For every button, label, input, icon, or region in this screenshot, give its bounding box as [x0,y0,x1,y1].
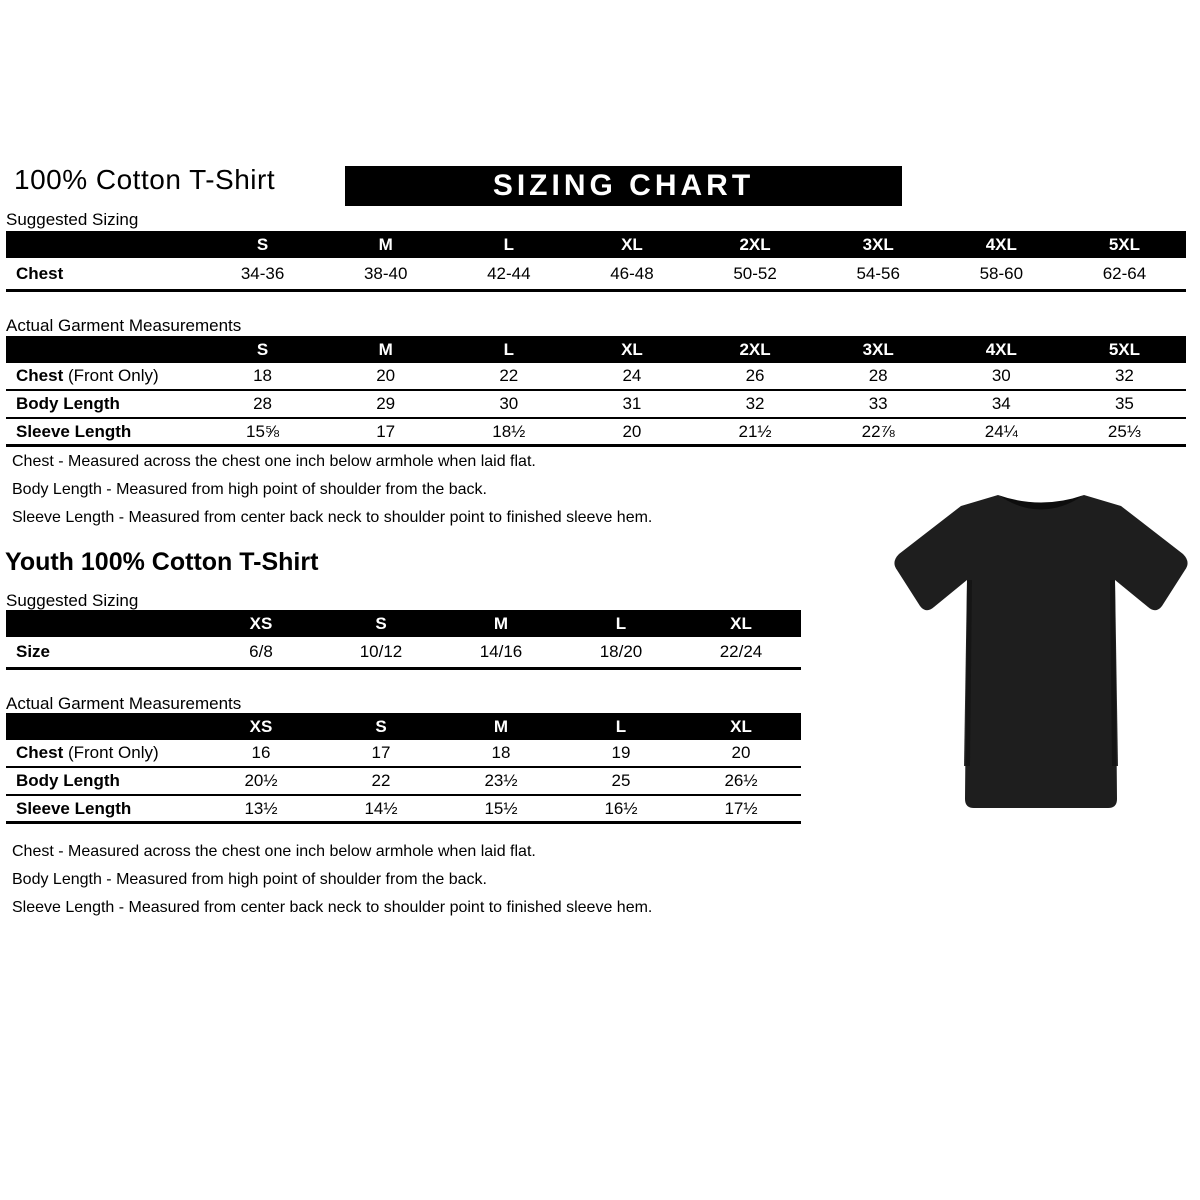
cell: 20 [376,366,396,385]
cell: 30 [499,394,519,413]
cell: 18/20 [599,642,643,661]
note-sleeve-length: Sleeve Length - Measured from center back neck to shoulder point to finished sleeve hem. [12,899,653,916]
tshirt-graphic [878,466,1198,831]
column-header: 4XL [985,235,1017,254]
header-spacer [6,610,201,637]
cell: 17 [371,743,391,762]
column-header: S [256,340,269,359]
cell: 26 [745,366,765,385]
cell: 28 [253,394,273,413]
column-header: XL [621,340,643,359]
cell: 25⅓ [1107,421,1141,441]
row-label: Chest [16,263,64,283]
column-header: XL [621,235,643,254]
column-header: XS [249,717,273,736]
header-spacer [6,231,201,258]
cell: 62-64 [1102,263,1147,283]
youth-suggested-sizing-label: Suggested Sizing [6,591,139,610]
cell: 32 [1114,366,1134,385]
table-header-row [6,231,1186,258]
column-header: XL [730,614,752,633]
cell: 22 [371,771,391,790]
cell: 28 [868,366,888,385]
cell: 24 [622,366,642,385]
column-header: 4XL [985,340,1017,359]
cell: 29 [376,394,396,413]
column-header: 5XL [1108,235,1141,254]
cell: 14/16 [479,642,523,661]
cell: 18 [491,743,511,762]
cell: 34-36 [240,263,285,283]
column-header: M [378,235,393,254]
cell: 22 [499,366,519,385]
table-row [6,796,801,824]
cell: 25 [611,771,631,790]
cell: 15⅝ [246,421,280,441]
cell: 34 [991,394,1011,413]
cell: 6/8 [249,642,273,661]
table-header-row [6,336,1186,363]
column-header: L [615,614,627,633]
cell: 16½ [604,798,638,818]
cell: 26½ [724,771,758,790]
column-header: 3XL [862,340,894,359]
adult-suggested-sizing-label: Suggested Sizing [6,210,139,229]
adult-suggested-sizing-table [6,231,1186,292]
column-header: M [493,717,509,736]
cell: 23½ [484,771,518,790]
youth-garment-measurements-table [6,713,801,824]
adult-garment-measurements-table [6,336,1186,447]
cell: 30 [991,366,1011,385]
youth-measurement-notes [12,841,652,925]
column-header: L [503,340,514,359]
cell: 35 [1114,394,1134,413]
tshirt-image [878,466,1198,831]
row-label: Body Length [16,771,120,790]
cell: 22/24 [719,642,763,661]
table-row [6,391,1186,419]
column-header: 2XL [739,235,771,254]
note-chest: Chest - Measured across the chest one inch below armhole when laid flat. [12,843,536,860]
cell: 33 [868,394,888,413]
adult-garment-measurements-label: Actual Garment Measurements [6,316,242,335]
cell: 22⅞ [861,421,895,441]
column-header: 2XL [739,340,771,359]
cell: 42-44 [487,263,531,283]
cell: 31 [622,394,642,413]
table-row [6,258,1186,292]
row-label: Chest (Front Only) [16,743,159,762]
cell: 17 [376,421,396,441]
row-label: Size [16,642,51,661]
column-header: S [256,235,269,254]
youth-title: Youth 100% Cotton T-Shirt [5,548,319,576]
column-header: XS [249,614,273,633]
cell: 19 [611,743,631,762]
cell: 17½ [724,798,758,818]
column-header: XL [730,717,752,736]
cell: 18 [253,366,273,385]
row-label: Sleeve Length [16,421,132,441]
cell: 54-56 [856,263,900,283]
cell: 20 [622,421,642,441]
cell: 21½ [738,421,772,441]
youth-suggested-sizing-table [6,610,801,670]
row-label: Sleeve Length [16,798,132,818]
cell: 58-60 [979,263,1024,283]
cell: 32 [745,394,765,413]
tshirt-body [894,495,1187,808]
cell: 13½ [244,798,278,818]
table-header-row [6,610,801,637]
column-header: M [493,614,509,633]
column-header: L [503,235,514,254]
cell: 18½ [492,421,526,441]
youth-garment-measurements-label: Actual Garment Measurements [6,694,242,713]
table-row [6,419,1186,447]
row-label: Chest (Front Only) [16,366,159,385]
table-row [6,637,801,670]
cell: 20 [731,743,751,762]
note-sleeve-length: Sleeve Length - Measured from center back neck to shoulder point to finished sleeve hem. [12,509,653,526]
table-header-row [6,713,801,740]
table-row [6,740,801,768]
adult-title: 100% Cotton T-Shirt [14,164,276,195]
cell: 24¼ [984,421,1018,441]
column-header: 3XL [862,235,894,254]
header-spacer [6,336,201,363]
cell: 50-52 [733,263,777,283]
cell: 16 [251,743,271,762]
cell: 10/12 [359,642,403,661]
column-header: 5XL [1108,340,1141,359]
column-header: S [375,717,387,736]
note-body-length: Body Length - Measured from high point of shoulder from the back. [12,871,487,888]
cell: 14½ [364,798,398,818]
header-spacer [6,713,201,740]
row-label: Body Length [16,394,120,413]
column-header: L [615,717,627,736]
cell: 20½ [244,771,278,790]
table-row [6,363,1186,391]
column-header: M [378,340,393,359]
note-chest: Chest - Measured across the chest one inch below armhole when laid flat. [12,453,536,470]
column-header: S [375,614,387,633]
adult-measurement-notes [12,451,652,535]
sizing-chart-banner: SIZING CHART [345,166,902,206]
cell: 38-40 [363,263,408,283]
cell: 46-48 [610,263,654,283]
note-body-length: Body Length - Measured from high point of shoulder from the back. [12,481,487,498]
table-row [6,768,801,796]
cell: 15½ [484,798,518,818]
